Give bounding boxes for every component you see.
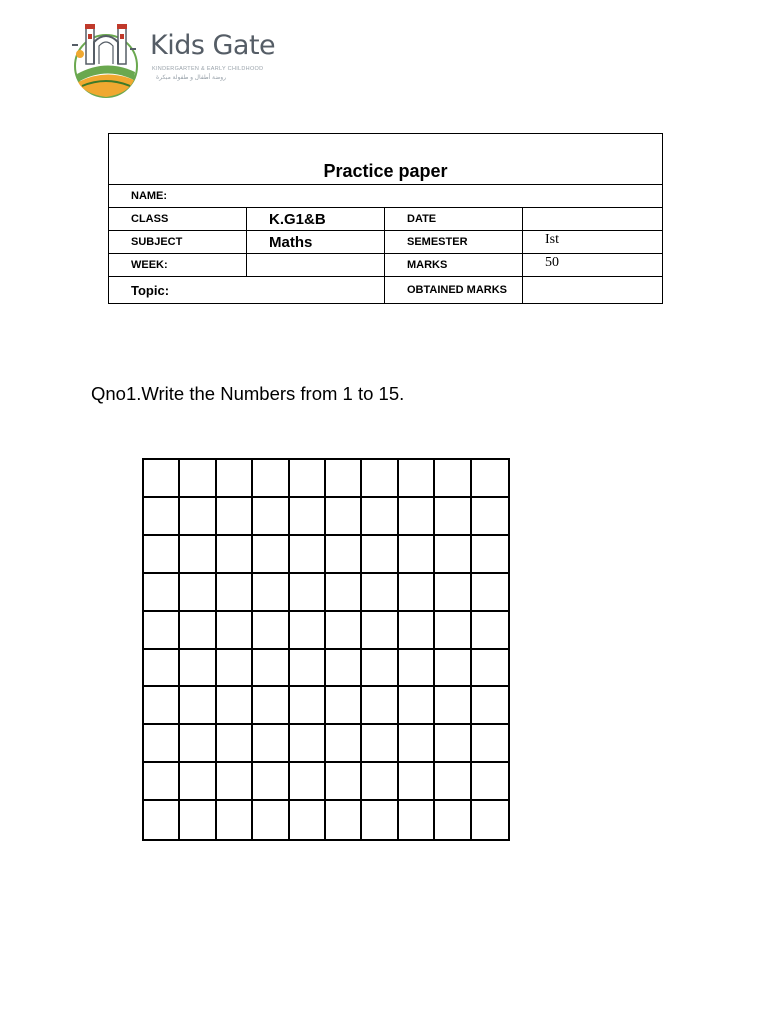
grid-cell[interactable] bbox=[326, 801, 362, 839]
grid-cell[interactable] bbox=[362, 574, 398, 612]
brand-subtitle: KINDERGARTEN & EARLY CHILDHOOD bbox=[152, 66, 264, 72]
grid-cell[interactable] bbox=[435, 536, 471, 574]
grid-cell[interactable] bbox=[290, 687, 326, 725]
castle-gate-logo-icon bbox=[68, 14, 148, 100]
grid-cell[interactable] bbox=[472, 650, 508, 688]
grid-cell[interactable] bbox=[253, 612, 289, 650]
grid-cell[interactable] bbox=[326, 574, 362, 612]
paper-title: Practice paper bbox=[109, 134, 663, 185]
grid-cell[interactable] bbox=[362, 612, 398, 650]
grid-cell[interactable] bbox=[180, 460, 216, 498]
grid-cell[interactable] bbox=[217, 574, 253, 612]
grid-cell[interactable] bbox=[472, 574, 508, 612]
grid-cell[interactable] bbox=[399, 725, 435, 763]
grid-cell[interactable] bbox=[362, 498, 398, 536]
grid-cell[interactable] bbox=[253, 725, 289, 763]
subject-value: Maths bbox=[247, 231, 385, 254]
grid-cell[interactable] bbox=[144, 650, 180, 688]
grid-cell[interactable] bbox=[290, 574, 326, 612]
grid-cell[interactable] bbox=[326, 725, 362, 763]
grid-cell[interactable] bbox=[144, 763, 180, 801]
grid-cell[interactable] bbox=[180, 498, 216, 536]
obtained-marks-label: OBTAINED MARKS bbox=[385, 277, 523, 304]
grid-cell[interactable] bbox=[217, 687, 253, 725]
answer-grid[interactable] bbox=[142, 458, 510, 841]
student-info-table bbox=[108, 133, 663, 304]
grid-cell[interactable] bbox=[180, 801, 216, 839]
grid-cell[interactable] bbox=[435, 612, 471, 650]
grid-cell[interactable] bbox=[435, 687, 471, 725]
grid-cell[interactable] bbox=[290, 650, 326, 688]
grid-cell[interactable] bbox=[399, 574, 435, 612]
grid-cell[interactable] bbox=[217, 763, 253, 801]
topic-label: Topic: bbox=[109, 277, 385, 304]
grid-cell[interactable] bbox=[435, 763, 471, 801]
grid-cell[interactable] bbox=[362, 763, 398, 801]
grid-cell[interactable] bbox=[362, 460, 398, 498]
obtained-marks-value[interactable] bbox=[523, 277, 663, 304]
brand-name: Kids Gate bbox=[150, 30, 276, 61]
grid-cell[interactable] bbox=[253, 460, 289, 498]
grid-cell[interactable] bbox=[472, 687, 508, 725]
grid-cell[interactable] bbox=[180, 536, 216, 574]
grid-cell[interactable] bbox=[144, 725, 180, 763]
grid-cell[interactable] bbox=[144, 460, 180, 498]
grid-cell[interactable] bbox=[253, 498, 289, 536]
grid-cell[interactable] bbox=[180, 763, 216, 801]
date-label: DATE bbox=[385, 208, 523, 231]
grid-cell[interactable] bbox=[435, 725, 471, 763]
grid-cell[interactable] bbox=[399, 460, 435, 498]
grid-cell[interactable] bbox=[472, 498, 508, 536]
grid-cell[interactable] bbox=[290, 460, 326, 498]
class-value: K.G1&B bbox=[247, 208, 385, 231]
grid-cell[interactable] bbox=[180, 687, 216, 725]
grid-cell[interactable] bbox=[180, 725, 216, 763]
grid-cell[interactable] bbox=[362, 536, 398, 574]
marks-value: 50 bbox=[523, 254, 663, 277]
grid-cell[interactable] bbox=[362, 801, 398, 839]
grid-cell[interactable] bbox=[435, 574, 471, 612]
grid-cell[interactable] bbox=[472, 801, 508, 839]
grid-cell[interactable] bbox=[399, 763, 435, 801]
grid-cell[interactable] bbox=[435, 460, 471, 498]
grid-cell[interactable] bbox=[326, 650, 362, 688]
grid-cell[interactable] bbox=[290, 536, 326, 574]
grid-cell[interactable] bbox=[326, 687, 362, 725]
grid-cell[interactable] bbox=[362, 650, 398, 688]
grid-cell[interactable] bbox=[253, 687, 289, 725]
grid-cell[interactable] bbox=[144, 536, 180, 574]
grid-cell[interactable] bbox=[472, 536, 508, 574]
grid-cell[interactable] bbox=[472, 763, 508, 801]
grid-cell[interactable] bbox=[217, 498, 253, 536]
semester-label: SEMESTER bbox=[385, 231, 523, 254]
week-value[interactable] bbox=[247, 254, 385, 277]
grid-cell[interactable] bbox=[253, 763, 289, 801]
grid-cell[interactable] bbox=[399, 612, 435, 650]
grid-cell[interactable] bbox=[399, 650, 435, 688]
grid-cell[interactable] bbox=[326, 612, 362, 650]
grid-cell[interactable] bbox=[399, 498, 435, 536]
grid-cell[interactable] bbox=[435, 498, 471, 536]
grid-cell[interactable] bbox=[217, 801, 253, 839]
grid-cell[interactable] bbox=[144, 801, 180, 839]
name-label: NAME: bbox=[109, 185, 663, 208]
grid-cell[interactable] bbox=[326, 460, 362, 498]
grid-cell[interactable] bbox=[217, 612, 253, 650]
grid-cell[interactable] bbox=[144, 574, 180, 612]
grid-cell[interactable] bbox=[290, 763, 326, 801]
brand-arabic-subtitle: روضة أطفال و طفولة مبكرة bbox=[156, 75, 227, 81]
grid-cell[interactable] bbox=[180, 574, 216, 612]
grid-cell[interactable] bbox=[435, 650, 471, 688]
week-label: WEEK: bbox=[109, 254, 247, 277]
grid-cell[interactable] bbox=[144, 612, 180, 650]
marks-label: MARKS bbox=[385, 254, 523, 277]
grid-cell[interactable] bbox=[435, 801, 471, 839]
grid-cell[interactable] bbox=[217, 650, 253, 688]
grid-cell[interactable] bbox=[362, 725, 398, 763]
grid-cell[interactable] bbox=[217, 725, 253, 763]
subject-label: SUBJECT bbox=[109, 231, 247, 254]
grid-cell[interactable] bbox=[217, 460, 253, 498]
grid-cell[interactable] bbox=[399, 536, 435, 574]
grid-cell[interactable] bbox=[472, 612, 508, 650]
semester-value: Ist bbox=[523, 231, 663, 254]
grid-cell[interactable] bbox=[290, 801, 326, 839]
grid-cell[interactable] bbox=[144, 687, 180, 725]
grid-cell[interactable] bbox=[217, 536, 253, 574]
grid-cell[interactable] bbox=[362, 687, 398, 725]
grid-cell[interactable] bbox=[472, 725, 508, 763]
grid-cell[interactable] bbox=[253, 536, 289, 574]
grid-cell[interactable] bbox=[399, 801, 435, 839]
grid-cell[interactable] bbox=[399, 687, 435, 725]
grid-cell[interactable] bbox=[290, 725, 326, 763]
grid-cell[interactable] bbox=[326, 536, 362, 574]
grid-cell[interactable] bbox=[326, 498, 362, 536]
grid-cell[interactable] bbox=[290, 612, 326, 650]
grid-cell[interactable] bbox=[472, 460, 508, 498]
grid-cell[interactable] bbox=[326, 763, 362, 801]
grid-cell[interactable] bbox=[253, 574, 289, 612]
grid-cell[interactable] bbox=[253, 801, 289, 839]
grid-cell[interactable] bbox=[180, 612, 216, 650]
grid-cell[interactable] bbox=[144, 498, 180, 536]
date-value[interactable] bbox=[523, 208, 663, 231]
class-label: CLASS bbox=[109, 208, 247, 231]
grid-cell[interactable] bbox=[253, 650, 289, 688]
grid-cell[interactable] bbox=[180, 650, 216, 688]
question-1: Qno1.Write the Numbers from 1 to 15. bbox=[91, 383, 405, 404]
grid-cell[interactable] bbox=[290, 498, 326, 536]
kids-gate-logo bbox=[68, 14, 276, 100]
